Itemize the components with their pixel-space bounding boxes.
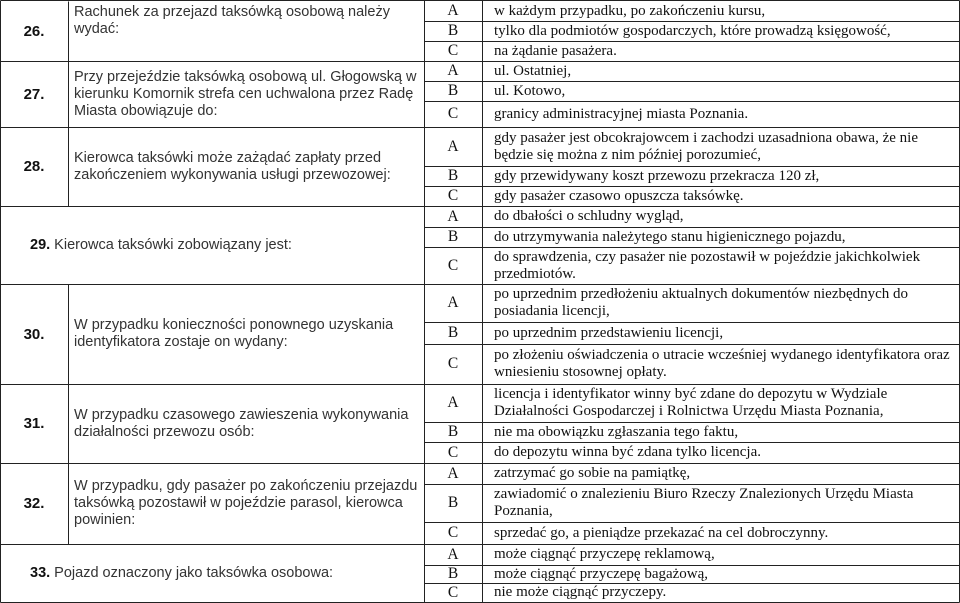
answer-letter-a[interactable] [424, 463, 482, 484]
question-number [0, 463, 68, 544]
answer-option-text: nie może ciągnąć przyczepy. [494, 584, 667, 600]
answer-option[interactable] [482, 166, 959, 186]
answer-option[interactable] [482, 61, 959, 81]
question-text [68, 463, 424, 544]
answer-option[interactable] [482, 484, 959, 522]
answer-option-text: tylko dla podmiotów gospodarczych, które prowadzą księgowość, [494, 22, 891, 39]
question-number [0, 384, 68, 463]
answer-option-text: zatrzymać go sobie na pamiątkę, [494, 465, 691, 481]
answer-letter-c[interactable] [424, 583, 482, 602]
answer-letter-c[interactable] [424, 247, 482, 284]
answer-option[interactable] [482, 522, 959, 544]
answer-option-text: granicy administracyjnej miasta Poznania. [494, 105, 749, 122]
answer-option[interactable] [482, 186, 959, 206]
question-text [68, 127, 424, 206]
answer-letter-c-text: C [447, 524, 459, 541]
answer-option[interactable] [482, 442, 959, 463]
answer-option[interactable] [482, 81, 959, 101]
answer-option[interactable] [482, 344, 959, 384]
answer-letter-b-text: B [447, 423, 459, 440]
question-number-text: 28. [23, 158, 45, 175]
answer-option[interactable] [482, 322, 959, 344]
question-text: Kierowca taksówki zobowiązany jest: [54, 236, 292, 253]
question-text [68, 1, 424, 61]
answer-letter-a-text: A [447, 207, 459, 225]
answer-option[interactable] [482, 247, 959, 284]
answer-option[interactable] [482, 284, 959, 322]
answer-option-text: ul. Kotowo, [494, 82, 566, 99]
answer-option-text: gdy pasażer jest obcokrajowcem i zachodzi uzasadniona obawa, że nie będzie się można z nim później porozumieć, [494, 129, 918, 163]
answer-letter-b-text: B [447, 494, 459, 511]
answer-option-text: do utrzymywania należytego stanu higienicznego pojazdu, [494, 228, 846, 245]
answer-option-text: ul. Ostatniej, [494, 62, 572, 79]
answer-letter-b[interactable] [424, 227, 482, 247]
answer-letter-a[interactable] [424, 127, 482, 166]
answer-option[interactable] [482, 101, 959, 127]
answer-letter-b-text: B [447, 324, 459, 341]
answer-letter-c[interactable] [424, 186, 482, 206]
answer-letter-c[interactable] [424, 522, 482, 544]
question-text [68, 384, 424, 463]
answer-letter-a-text: A [447, 545, 459, 563]
answer-option-text: do depozytu winna być zdana tylko licencja. [494, 444, 761, 460]
answer-letter-b[interactable] [424, 322, 482, 344]
answer-option[interactable] [482, 206, 959, 227]
answer-letter-b[interactable] [424, 166, 482, 186]
question-row [0, 544, 424, 602]
answer-option[interactable] [482, 227, 959, 247]
answer-option-text: po uprzednim przedłożeniu aktualnych dokumentów niezbędnych do posiadania licencji, [494, 286, 909, 319]
question-text: Pojazd oznaczony jako taksówka osobowa: [54, 564, 334, 581]
answer-letter-a[interactable] [424, 384, 482, 422]
answer-option[interactable] [482, 544, 959, 565]
answer-letter-c[interactable] [424, 442, 482, 463]
answer-option[interactable] [482, 384, 959, 422]
answer-option-text: gdy przewidywany koszt przewozu przekracza 120 zł, [494, 167, 820, 184]
answer-letter-a-text: A [447, 137, 459, 155]
question-number [0, 61, 68, 127]
answer-option-text: zawiadomić o znalezieniu Biuro Rzeczy Znalezionych Urzędu Miasta Poznania, [494, 486, 914, 519]
answer-option[interactable] [482, 21, 959, 41]
answer-letter-b-text: B [447, 167, 459, 184]
question-number [0, 127, 68, 206]
answer-letter-c-text: C [447, 105, 459, 122]
question-number: 29. [30, 236, 51, 253]
answer-letter-b[interactable] [424, 81, 482, 101]
question-number [0, 1, 68, 61]
answer-letter-b-text: B [447, 22, 459, 39]
answer-letter-b[interactable] [424, 484, 482, 522]
answer-letter-b-text: B [447, 82, 459, 99]
question-number-text: 30. [23, 325, 45, 343]
question-text [68, 61, 424, 127]
answer-option-text: licencja i identyfikator winny być zdane do depozytu w Wydziale Działalności Gospodarczej i Rolnictwa Urzędu Miasta Poznania, [494, 386, 888, 419]
answer-letter-c[interactable] [424, 41, 482, 61]
answer-option-text: po złożeniu oświadczenia o utracie wcześniej wydanego identyfikatora oraz wniesieniu stosownej opłaty. [494, 347, 950, 380]
answer-option-text: może ciągnąć przyczepę bagażową, [494, 565, 709, 582]
answer-option-text: do sprawdzenia, czy pasażer nie pozostawił w pojeździe jakichkolwiek przedmiotów. [494, 248, 921, 282]
answer-letter-a-text: A [447, 2, 459, 19]
answer-option[interactable] [482, 127, 959, 166]
answer-letter-a[interactable] [424, 284, 482, 322]
answer-option-text: po uprzednim przedstawieniu licencji, [494, 324, 724, 341]
question-text-text: W przypadku, gdy pasażer po zakończeniu przejazdu taksówką pozostawił w pojeździe parasol, kierowca powinien: [74, 478, 418, 528]
question-text-text: Kierowca taksówki może zażądać zapłaty przed zakończeniem wykonywania usługi przewozowej: [74, 149, 391, 183]
question-text [68, 284, 424, 384]
answer-option[interactable] [482, 422, 959, 442]
answer-letter-b-text: B [447, 228, 459, 245]
answer-letter-a[interactable] [424, 544, 482, 565]
answer-letter-c-text: C [447, 355, 459, 372]
answer-option-text: może ciągnąć przyczepę reklamową, [494, 546, 715, 562]
answer-letter-a-text: A [447, 294, 459, 311]
answer-letter-a-text: A [447, 464, 459, 482]
question-text-text: W przypadku czasowego zawieszenia wykonywania działalności przewozu osób: [74, 406, 409, 440]
answer-letter-c-text: C [447, 443, 459, 461]
question-text-text: W przypadku konieczności ponownego uzyskania identyfikatora zostaje on wydany: [74, 317, 394, 350]
question-number-text: 27. [23, 85, 45, 103]
answer-option[interactable] [482, 463, 959, 484]
answer-letter-c-text: C [447, 187, 459, 204]
question-number: 33. [30, 564, 51, 581]
answer-option[interactable] [482, 1, 959, 21]
answer-option-text: w każdym przypadku, po zakończeniu kursu, [494, 2, 766, 19]
answer-option[interactable] [482, 565, 959, 583]
answer-option[interactable] [482, 583, 959, 602]
question-text-text: Rachunek za przejazd taksówką osobową należy wydać: [74, 4, 390, 37]
question-number-text: 26. [23, 22, 45, 40]
answer-letter-b[interactable] [424, 21, 482, 41]
answer-letter-b-text: B [447, 565, 459, 582]
question-text-text: Przy przejeździe taksówką osobową ul. Głogowską w kierunku Komornik strefa cen uchwalona przez Radę Miasta obowiązuje do: [74, 68, 417, 119]
answer-letter-c[interactable] [424, 101, 482, 127]
question-number-text: 32. [23, 495, 45, 512]
answer-option[interactable] [482, 41, 959, 61]
answer-letter-a-text: A [447, 62, 459, 79]
answer-letter-b[interactable] [424, 422, 482, 442]
answer-letter-b[interactable] [424, 565, 482, 583]
answer-option-text: gdy pasażer czasowo opuszcza taksówkę. [494, 187, 744, 204]
answer-option-text: na żądanie pasażera. [494, 42, 617, 59]
answer-letter-a[interactable] [424, 1, 482, 21]
answer-option-text: nie ma obowiązku zgłaszania tego faktu, [494, 423, 739, 440]
answer-letter-c-text: C [447, 256, 459, 274]
question-number [0, 284, 68, 384]
answer-letter-c-text: C [447, 42, 459, 59]
answer-option-text: sprzedać go, a pieniądze przekazać na cel dobroczynny. [494, 524, 829, 541]
answer-letter-a[interactable] [424, 206, 482, 227]
question-number-text: 31. [23, 415, 45, 432]
answer-option-text: do dbałości o schludny wygląd, [494, 208, 684, 224]
question-row [0, 206, 424, 284]
answer-letter-a[interactable] [424, 61, 482, 81]
answer-letter-c-text: C [447, 583, 459, 601]
answer-letter-a-text: A [447, 394, 459, 411]
answer-letter-c[interactable] [424, 344, 482, 384]
